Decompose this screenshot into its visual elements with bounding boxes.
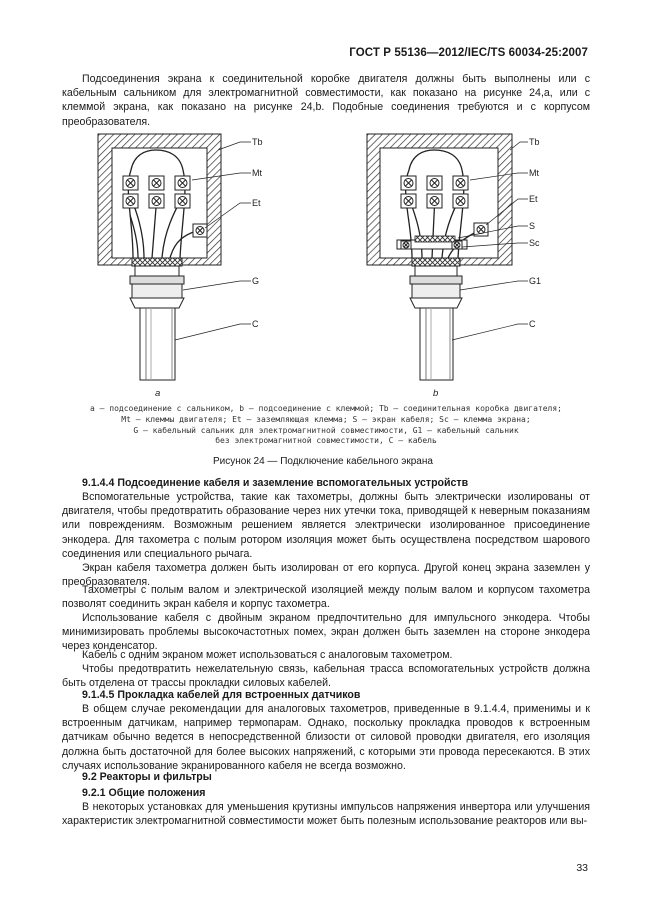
subfigure-label-a: a: [155, 388, 161, 399]
label-c-b: C: [529, 319, 536, 329]
paragraph: Кабель с одним экраном может использоваться с аналоговым тахометром.: [82, 649, 453, 661]
paragraph: Чтобы предотвратить нежелательную связь, кабельная трасса вспомогательных устройств должна быть отделена от трассы прокладки силовых кабелей.: [62, 663, 590, 690]
paragraph: Тахометры с полым валом и электрической изоляцией между полым валом и корпусом тахометра позволят соединить экран кабеля и корпус тахометра.: [62, 584, 590, 611]
label-s-b: S: [529, 221, 536, 231]
label-sc-b: Sc: [529, 238, 540, 248]
legend-line: без электромагнитной совместимости, C — кабель: [215, 436, 437, 446]
paragraph: Экран кабеля тахометра должен быть изолирован от его корпуса. Другой конец экрана заземлен у преобразователя.: [62, 562, 590, 589]
label-et-a: Et: [252, 198, 261, 208]
subfigure-label-b: b: [433, 388, 439, 399]
section-heading-92: 9.2 Реакторы и фильтры: [82, 771, 212, 783]
intro-paragraph: Подсоединения экрана к соединительной коробке двигателя должны быть выполнены или с кабельным сальником для электромагнитной совместимости, как показано на рисунке 24,а, или с клеммой экрана, как показано на рисунке 24,b. Подобные соединения требуются и с корпусом преобразователя.: [62, 73, 590, 128]
section-heading-921: 9.2.1 Общие положения: [82, 787, 206, 799]
page-number: 33: [576, 862, 588, 874]
paragraph: В некоторых установках для уменьшения крутизны импульсов напряжения инвертора или улучшения характеристик электромагнитной совместимости может быть полезным использование реакторов или вы-: [62, 801, 590, 828]
label-mt-b: Mt: [529, 168, 539, 178]
paragraph: В общем случае рекомендации для аналоговых тахометров, приведенные в 9.1.4.4, применимы и к встроенным датчикам, например термопарам. Однако, поскольку прокладка проводов к встроенным датчикам обычно ведется в непосредственной близости от силовой проводки двигателя, его изоляция должна быть достаточной для более высоких напряжений, с которыми эти провода пересекаются. В этих случаях использование экранированного кабеля не всегда возможно.: [62, 703, 590, 772]
diagram-a: [98, 134, 263, 399]
section-heading-9145: 9.1.4.5 Прокладка кабелей для встроенных датчиков: [82, 689, 361, 701]
legend-line: Mt — клеммы двигателя; Et — заземляющая клемма; S — экран кабеля; Sc — клемма экрана;: [121, 414, 531, 424]
label-c-a: C: [252, 319, 259, 329]
paragraph: Вспомогательные устройства, такие как тахометры, должны быть электрически изолированы от двигателя, чтобы предотвратить образование через них утечки тока, приводящей к неверным показаниям или повреждениям. Возможным решением является электрически изолированное присоединение энкодера. Для тахометра с полым ротором изоляция может быть осуществлена посредством шарового соединения или специального рычага.: [62, 491, 590, 560]
figure-24-diagram: [0, 120, 646, 410]
paragraph: Использование кабеля с двойным экраном предпочтительно для импульсного энкодера. Чтобы минимизировать проблемы высокочастотных помех, экран должен быть заземлен на стороне энкодера через конденсатор.: [62, 612, 590, 653]
label-mt-a: Mt: [252, 168, 262, 178]
legend-line: а — подсоединение с сальником, b — подсоединение с клеммой; Tb — соединительная коробка двигателя;: [89, 404, 562, 413]
label-tb-a: Tb: [252, 137, 263, 147]
diagram-b: [367, 134, 541, 399]
figure-caption: Рисунок 24 — Подключение кабельного экрана: [213, 456, 433, 467]
label-g-a: G: [252, 276, 260, 286]
section-heading-9144: 9.1.4.4 Подсоединение кабеля и заземление вспомогательных устройств: [82, 477, 469, 489]
label-et-b: Et: [529, 194, 538, 204]
figure-legend: [62, 404, 590, 447]
label-g1-b: G1: [529, 276, 542, 286]
legend-line: G — кабельный сальник для электромагнитной совместимости, G1 — кабельный сальник: [133, 425, 519, 435]
document-header: ГОСТ Р 55136—2012/IEC/TS 60034-25:2007: [349, 47, 588, 59]
label-tb-b: Tb: [529, 137, 540, 147]
